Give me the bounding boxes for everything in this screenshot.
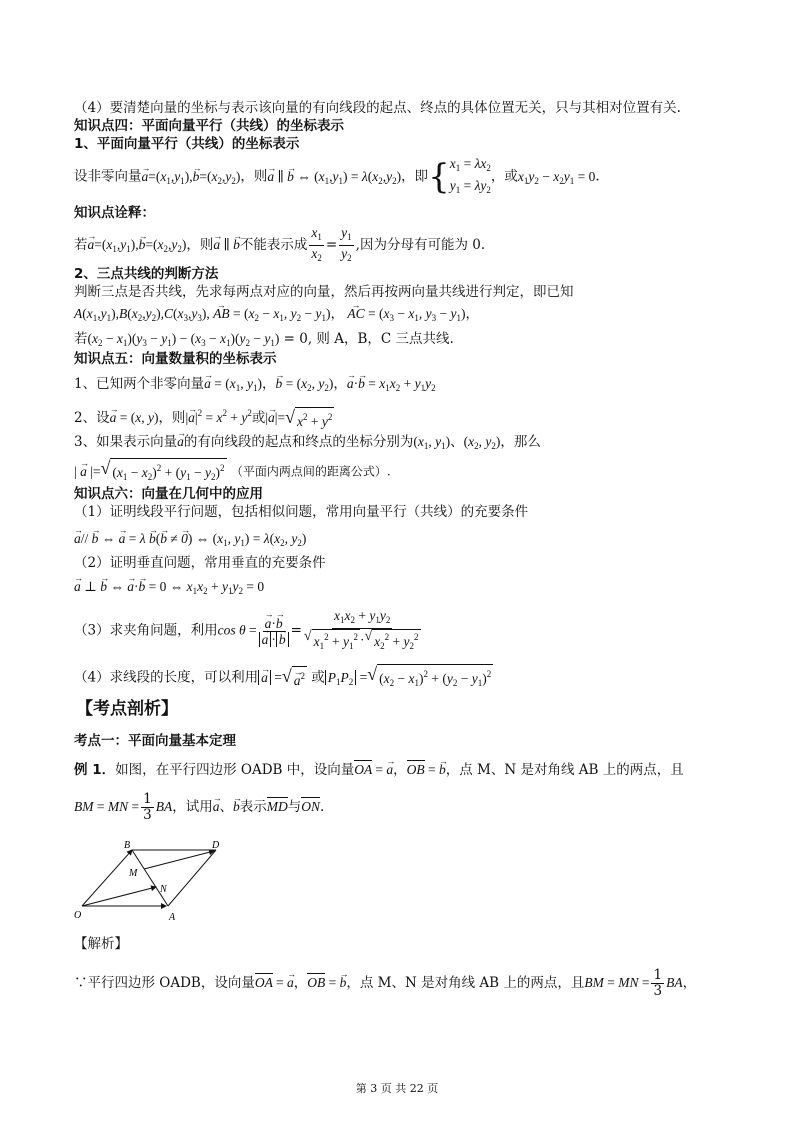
- heading-knowledge-point-4: 知识点四：平面向量平行（共线）的坐标表示: [74, 118, 344, 134]
- vector-ob: [82, 850, 132, 906]
- analysis-line-1: ∵平行四边形 OADB，设向量OA = → a，OB = → b，点 M、N 是对角线 AB 上的两点，且BM = MN = $\frac{1}{3}$ BA，: [74, 966, 696, 1000]
- diagonal-ab: [132, 850, 168, 906]
- app-2-perpendicular: （2）证明垂直问题，常用垂直的充要条件: [74, 555, 326, 571]
- collinear-points-line: $A(x_1,y_1),B(x_2,y_2),C(x_3,y_3)$, → AB = ($x_2 - x_1$, $y_2 - y_1$)， → AC = ($x_3 - x_1$, $y_3 - y_1$)，: [74, 305, 479, 327]
- parallel-condition-formula: → a// → b ⇔ → a = λ → b(→ b ≠ → 0) ⇔ ($x_1$, $y_1) = \lambda(x_2$, $y_2$): [74, 530, 306, 552]
- collinear-condition-line: 若$(x_2 - x_1)(y_3 - y_1) - (x_3 - x_1)(y_2 - y_1) = 0$, 则 A，B，C 三点共线.: [74, 331, 454, 348]
- heading-explanation: 知识点诠释：: [74, 205, 155, 221]
- app-1-parallel: （1）证明线段平行问题，包括相似问题，常用向量平行（共线）的充要条件: [74, 504, 529, 520]
- subheading-collinear: 2、三点共线的判断方法: [74, 266, 219, 282]
- heading-topic-1: 考点一：平面向量基本定理: [74, 733, 236, 749]
- label-b: B: [124, 840, 131, 851]
- paragraph-note-4: （4）要清楚向量的坐标与表示该向量的有向线段的起点、终点的具体位置无关，只与其相对位置有关.: [74, 100, 681, 116]
- label-m: M: [129, 868, 138, 879]
- parallel-formula-line: 设非零向量→ $a=(x_1,y_1),\to b=(x_2,y_2)$，则→ a ∥ → b ⇔ $(x_1,y_1) = \lambda(x_2,y_2)$，即{ $x_1 = \lambda x_2$ $y_1 = \lambda y_2$ ，或$x_1y_2 - x_2y_1 = 0$.: [74, 155, 600, 201]
- page-footer: 第 3 页 共 22 页: [355, 1082, 439, 1095]
- label-a: A: [169, 912, 176, 922]
- angle-formula-line: （3）求夹角问题，利用cos θ = → a·→ b → a ·→ b = $x_1x_2 + y_1y_2$ √ $x_1^2 + y_1^2$ · √ $x_2^2 + y_2^2$: [74, 608, 423, 654]
- collinear-intro: 判断三点是否共线，先求每两点对应的向量，然后再按两向量共线进行判定，即已知: [74, 284, 574, 300]
- vector-md: [144, 851, 214, 869]
- segment-ad: [168, 850, 216, 906]
- section-heading-analysis: 【考点剖析】: [76, 699, 178, 719]
- dot-product-line: 1、已知两个非零向量→ $a = (x_1$, $y_1$)，→ $b = (x_2$, $y_2$)，→ $a\cdot\to b = x_1x_2 + y_1y_2$: [74, 375, 436, 397]
- example-1-line-1: 例 1．如图，在平行四边形 OADB 中，设向量OA = → a，OB = → b，点 M、N 是对角线 AB 上的两点，且: [74, 761, 684, 779]
- example-1-line-2: BM = MN = $\frac{1}{3}$ BA，试用→ a、→ b表示MD与ON.: [74, 790, 324, 824]
- label-n: N: [160, 884, 167, 895]
- distance-formula-line: | → a |= √ $(x_1 - x_2)^2 + (y_1 - y_2)^2$ （平面内两点间的距离公式）.: [74, 458, 391, 486]
- subheading-parallel: 1、平面向量平行（共线）的坐标表示: [74, 136, 300, 152]
- magnitude-line: 2、设→ a = (x, y)，则|→ $a|^2 = x^2 + y^2$或|→ a|= √ $x^2 + y^2$: [74, 404, 334, 431]
- endpoints-line: 3、如果表示向量→ a的有向线段的起点和终点的坐标分别为($x_1$, $y_1$)、($x_2$, $y_2$)，那么: [74, 433, 541, 455]
- analysis-heading: 【解析】: [74, 936, 128, 952]
- explanation-formula-line: 若→ $a=(x_1,y_1),\to b=(x_2,y_2)$，则→ a ∥ → b不能表示成 $\frac{x_1}{x_2}$ = $\frac{y_1}{y_2}$ ,因为分母有可能为 0.: [74, 225, 485, 267]
- parallelogram-figure: [72, 838, 232, 922]
- label-o: O: [74, 910, 82, 921]
- heading-knowledge-point-5: 知识点五：向量数量积的坐标表示: [74, 351, 277, 367]
- vector-on: [82, 887, 156, 906]
- label-d: D: [212, 840, 220, 851]
- length-formula-line: （4）求线段的长度，可以利用→ a = √ → $a^2$ 或 $P_1P_2$ = √ $(x_2 - x_1)^2 + (y_2 - y_1)^2$: [74, 664, 493, 692]
- perpendicular-condition-formula: → a ⊥ → b ⇔ → a·→ b = 0 ⇔ $x_1x_2 + y_1y_2 = 0$: [74, 578, 264, 600]
- heading-knowledge-point-6: 知识点六：向量在几何中的应用: [74, 486, 263, 502]
